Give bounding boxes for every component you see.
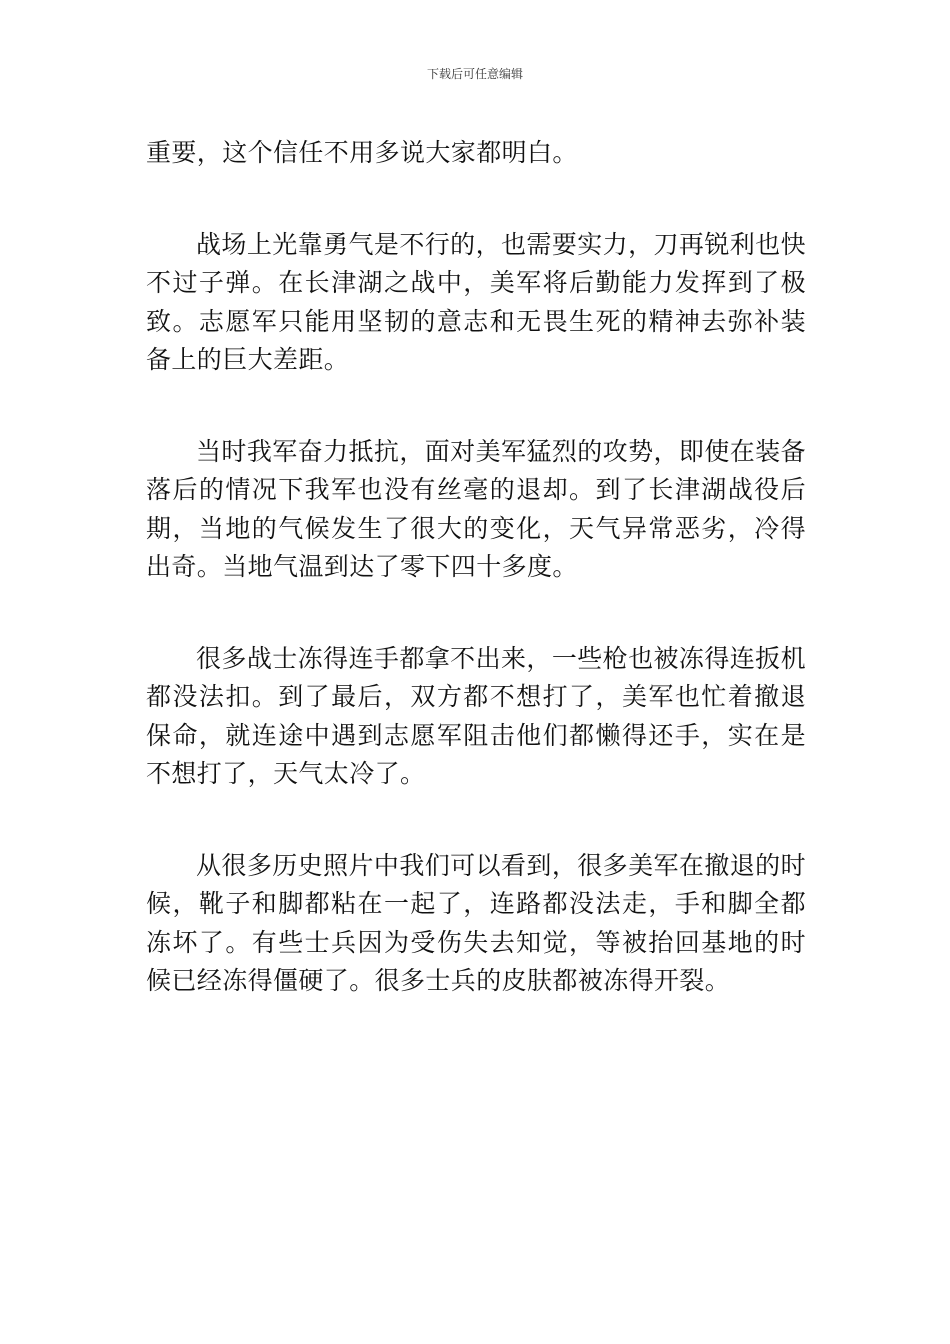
document-body bbox=[146, 134, 806, 1001]
paragraph: 战场上光靠勇气是不行的，也需要实力，刀再锐利也快不过子弹。在长津湖之战中，美军将后勤能力发挥到了极致。志愿军只能用坚韧的意志和无畏生死的精神去弥补装备上的巨大差距。 bbox=[146, 229, 806, 374]
page-header: 下载后可任意编辑 bbox=[426, 67, 523, 81]
paragraph-continuation: 重要，这个信任不用多说大家都明白。 bbox=[146, 138, 578, 167]
paragraph: 当时我军奋力抵抗，面对美军猛烈的攻势，即使在装备落后的情况下我军也没有丝毫的退却。到了长津湖战役后期，当地的气候发生了很大的变化，天气异常恶劣，冷得出奇。当地气温到达了零下四十多度。 bbox=[146, 436, 806, 581]
paragraph: 从很多历史照片中我们可以看到，很多美军在撤退的时候，靴子和脚都粘在一起了，连路都没法走，手和脚全都冻坏了。有些士兵因为受伤失去知觉，等被抬回基地的时候已经冻得僵硬了。很多士兵的皮肤都被冻得开裂。 bbox=[146, 850, 806, 995]
paragraph: 很多战士冻得连手都拿不出来，一些枪也被冻得连扳机都没法扣。到了最后，双方都不想打了，美军也忙着撤退保命，就连途中遇到志愿军阻击他们都懒得还手，实在是不想打了，天气太冷了。 bbox=[146, 643, 806, 788]
